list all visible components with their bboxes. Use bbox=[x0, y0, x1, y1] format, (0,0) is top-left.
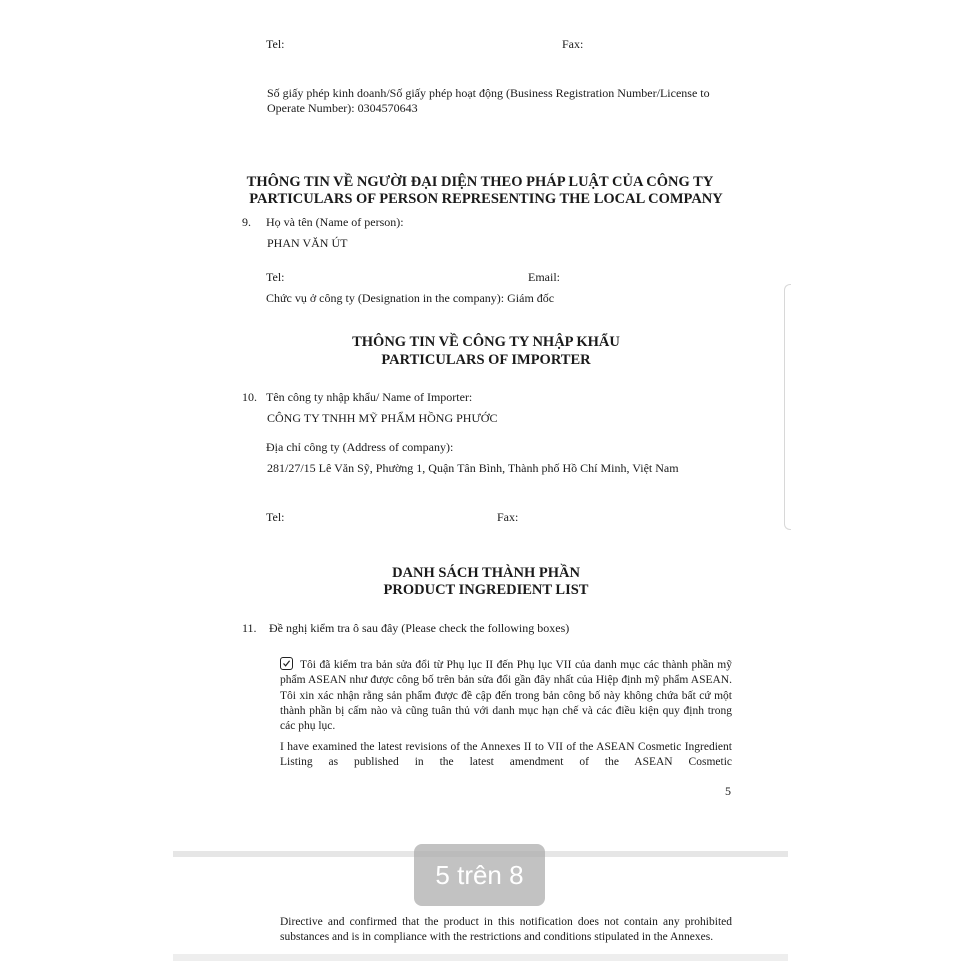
confirmation-paragraph-vi: Tôi đã kiểm tra bản sửa đổi từ Phụ lục II đến Phụ lục VII của danh mục các thành phần mỹ phẩm ASEAN như được công bố trên bản sửa đổi gần đây nhất của Hiệp định mỹ phẩm ASEAN. Tôi xin xác nhận rằng sản phẩm được đề cập đến trong bản công bố này không chứa bất cứ một thành phần bị cấm nào và cũng tuân thủ với danh mục hạn chế và các điều kiện quy định trong các phụ lục. bbox=[280, 659, 732, 733]
scrollbar-track[interactable] bbox=[784, 284, 791, 530]
importer-name-value: CÔNG TY TNHH MỸ PHẨM HỒNG PHƯỚC bbox=[267, 411, 498, 425]
tel-label: Tel: bbox=[266, 37, 285, 51]
check-instruction: Đề nghị kiểm tra ô sau đây (Please check the following boxes) bbox=[269, 621, 570, 635]
address-label: Địa chỉ công ty (Address of company): bbox=[266, 440, 454, 454]
fax-label: Fax: bbox=[562, 37, 584, 51]
representative-heading-en: PARTICULARS OF PERSON REPRESENTING THE LOCAL COMPANY bbox=[249, 191, 723, 207]
importer-tel-label: Tel: bbox=[266, 510, 285, 524]
importer-heading-en: PARTICULARS OF IMPORTER bbox=[381, 352, 591, 368]
bottom-page-gap bbox=[173, 954, 788, 961]
representative-heading-vi: THÔNG TIN VỀ NGƯỜI ĐẠI DIỆN THEO PHÁP LUẬT CỦA CÔNG TY bbox=[246, 174, 714, 190]
confirmation-paragraph-en: I have examined the latest revisions of the Annexes II to VII of the ASEAN Cosmetic Ingredient Listing as published in the latest amendment of the ASEAN Cosmetic bbox=[280, 741, 732, 769]
ingredients-heading-vi: DANH SÁCH THÀNH PHẦN bbox=[392, 565, 580, 581]
representative-tel-label: Tel: bbox=[266, 270, 285, 284]
item-number-9: 9. bbox=[242, 215, 251, 229]
item-number-11: 11. bbox=[242, 621, 257, 635]
address-value: 281/27/15 Lê Văn Sỹ, Phường 1, Quận Tân Bình, Thành phố Hồ Chí Minh, Việt Nam bbox=[267, 461, 679, 475]
designation-line: Chức vụ ở công ty (Designation in the company): Giám đốc bbox=[266, 291, 555, 305]
person-name-label: Họ và tên (Name of person): bbox=[266, 215, 404, 229]
item-number-10: 10. bbox=[242, 390, 257, 404]
person-name-value: PHAN VĂN ÚT bbox=[267, 236, 348, 250]
importer-fax-label: Fax: bbox=[497, 510, 519, 524]
confirmation-paragraph-en-continued: Directive and confirmed that the product in this notification does not contain any prohibited substances and is in compliance with the restrictions and conditions stipulated in the Annexes. bbox=[280, 916, 732, 944]
page-number: 5 bbox=[725, 784, 731, 798]
representative-email-label: Email: bbox=[528, 270, 560, 284]
importer-heading-vi: THÔNG TIN VỀ CÔNG TY NHẬP KHẨU bbox=[352, 334, 620, 350]
importer-name-label: Tên công ty nhập khẩu/ Name of Importer: bbox=[266, 390, 473, 404]
page-indicator: 5 trên 8 bbox=[414, 844, 545, 906]
license-line-1: Số giấy phép kinh doanh/Số giấy phép hoạt động (Business Registration Number/License to bbox=[267, 86, 710, 100]
ingredients-heading-en: PRODUCT INGREDIENT LIST bbox=[383, 582, 589, 598]
license-line-2: Operate Number): 0304570643 bbox=[267, 101, 418, 115]
